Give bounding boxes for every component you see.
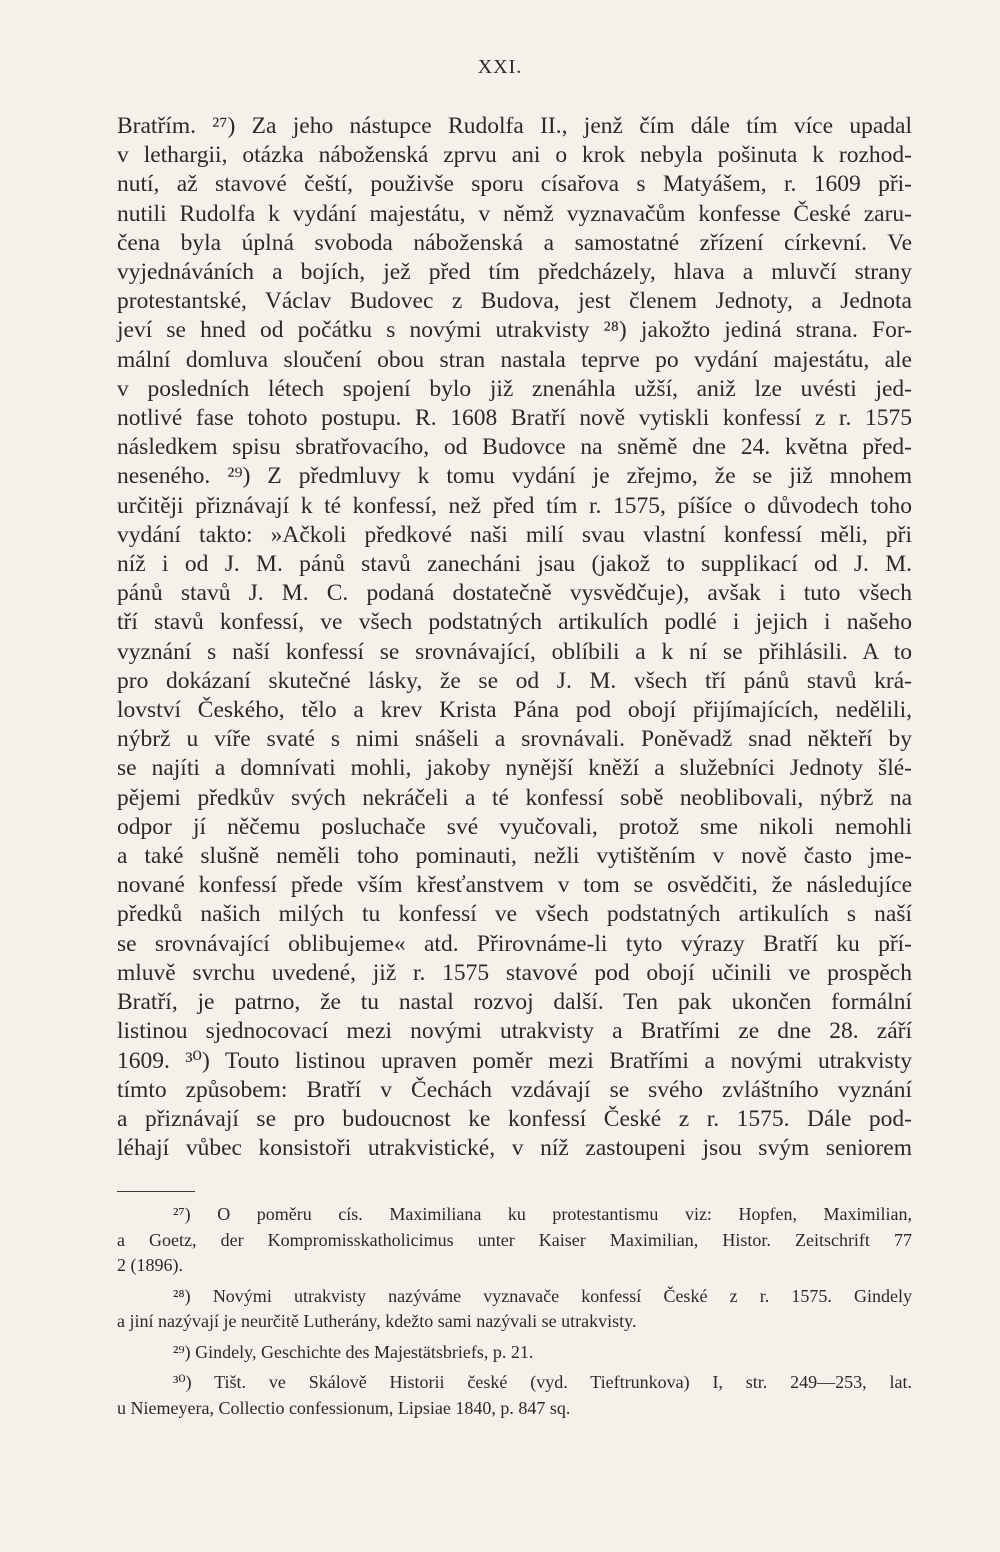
text-line: léhají vůbec konsistoři utrakvistické, v níž zastoupeni jsou svým seniorem: [117, 1135, 912, 1162]
text-line: notlivé fase tohoto postupu. R. 1608 Bratří nově vytiskli konfessí z r. 1575: [117, 405, 912, 432]
text-line: lovství Českého, tělo a krev Krista Pána pod obojí přijímajících, nedělili,: [117, 697, 912, 724]
text-line: Bratří, je patrno, že tu nastal rozvoj další. Ten pak ukončen formální: [117, 989, 912, 1016]
footnote-line: u Niemeyera, Collectio confessionum, Lipsiae 1840, p. 847 sq.: [117, 1397, 571, 1418]
footnote-line: a jiní nazývají je neurčitě Lutherány, kdežto sami nazývali se utrakvisty.: [117, 1311, 637, 1331]
text-line: nýbrž u víře svaté s nimi snášeli a srovnávali. Poněvadž snad někteří by: [117, 726, 912, 753]
text-line: následkem spisu sbratřovacího, od Budovce na sněmě dne 24. května před-: [117, 434, 912, 461]
footnote-line: a Goetz, der Kompromisskatholicimus unter Kaiser Maximilian, Histor. Zeitschrift 77: [117, 1229, 912, 1250]
text-line: protestantské, Václav Budovec z Budova, jest členem Jednoty, a Jednota: [117, 288, 912, 315]
footnote-line: 2 (1896).: [117, 1255, 183, 1275]
footnote-divider: [117, 1191, 195, 1192]
text-line: níž i od J. M. pánů stavů zanecháni jsau (jakož to supplikací od J. M.: [117, 551, 912, 578]
text-line: a přiznávají se pro budoucnost ke konfessí České z r. 1575. Dále pod-: [117, 1105, 912, 1132]
text-line: a také slušně neměli toho pominauti, nežli vytištěním v nově často jme-: [117, 843, 912, 870]
text-line: tímto způsobem: Bratří v Čechách vzdávají se svého zvláštního vyznání: [117, 1076, 912, 1103]
text-line: nutí, až stavové čeští, použivše sporu císařova s Matyášem, r. 1609 při-: [117, 171, 912, 198]
text-line: v posledních létech spojení bylo již znenáhla užší, aniž lze uvésti jed-: [117, 375, 912, 402]
footnote-line: ²⁹) Gindely, Geschichte des Majestätsbriefs, p. 21.: [173, 1341, 534, 1362]
text-line: čena byla úplná svoboda náboženská a samostatné zřízení církevní. Ve: [117, 229, 912, 256]
text-line: se najíti a domnívati mohli, jakoby nynější kněží a služebníci Jednoty šlé-: [117, 755, 912, 782]
footnote-line: ²⁸) Novými utrakvisty nazýváme vyznavače konfessí České z r. 1575. Gindely: [173, 1285, 912, 1306]
footnote-line: ³⁰) Tišt. ve Skálově Historii české (vyd. Tieftrunkova) I, str. 249—253, lat.: [173, 1372, 912, 1392]
text-line: odpor jí něčemu posluchače své vyučovali, protož sme nikoli nemohli: [117, 813, 912, 840]
text-line: 1609. ³⁰) Touto listinou upraven poměr mezi Bratřími a novými utrakvisty: [117, 1047, 912, 1074]
text-line: nutili Rudolfa k vydání majestátu, v němž vyznavačům konfesse České zaru-: [117, 200, 912, 227]
text-line: vyznání s naší konfessí se srovnávající, oblíbili a k ní se přihlásili. A to: [117, 638, 912, 665]
text-line: nované konfessí přede vším křesťanstvem v tom se osvědčiti, že následujíce: [117, 872, 912, 899]
text-line: v lethargii, otázka náboženská zprvu ani o krok nebyla pošinuta k rozhod-: [117, 142, 912, 169]
text-line: vydání takto: »Ačkoli předkové naši milí svau vlastní konfessí měli, při: [117, 521, 912, 548]
text-line: předků našich milých tu konfessí ve všech podstatných artikulích s naší: [117, 901, 912, 928]
text-line: neseného. ²⁹) Z předmluvy k tomu vydání je zřejmo, že se již mnohem: [117, 463, 912, 490]
text-line: listinou sjednocovací mezi novými utrakvisty a Bratřími ze dne 28. září: [117, 1018, 912, 1045]
text-line: pro dokázaní skutečné lásky, že se od J. M. všech tří pánů stavů krá-: [117, 667, 912, 694]
text-line: vyjednáváních a bojích, jež před tím předcházely, hlava a mluvčí strany: [117, 259, 912, 286]
main-text: [117, 112, 912, 1163]
text-line: určitěji přiznávají k té konfessí, než před tím r. 1575, píšíce o důvodech toho: [117, 492, 912, 519]
text-line: mluvě svrchu uvedené, již r. 1575 stavové pod obojí učinili ve prospěch: [117, 959, 912, 986]
text-line: Bratřím. ²⁷) Za jeho nástupce Rudolfa II., jenž čím dále tím více upadal: [117, 113, 912, 139]
text-line: pánů stavů J. M. C. podaná dostatečně vysvědčuje), avšak i tuto všech: [117, 580, 912, 607]
text-line: mální domluva sloučení obou stran nastala teprve po vydání majestátu, ale: [117, 346, 912, 373]
text-line: pějemi předkův svých nekráčeli a té konfessí sobě neoblibovali, nýbrž na: [117, 784, 912, 811]
footnote-line: ²⁷) O poměru cís. Maximiliana ku protestantismu viz: Hopfen, Maximilian,: [173, 1204, 912, 1224]
text-line: tří stavů konfessí, ve všech podstatných artikulích podlé i jejich i našeho: [117, 609, 912, 636]
footnotes: [117, 1202, 912, 1421]
text-line: se srovnávající oblibujeme« atd. Přirovnáme-li tyto výrazy Bratří ku pří-: [117, 930, 912, 957]
page-number: XXI.: [477, 56, 523, 78]
text-line: jeví se hned od počátku s novými utrakvisty ²⁸) jakožto jediná strana. For-: [117, 317, 912, 344]
